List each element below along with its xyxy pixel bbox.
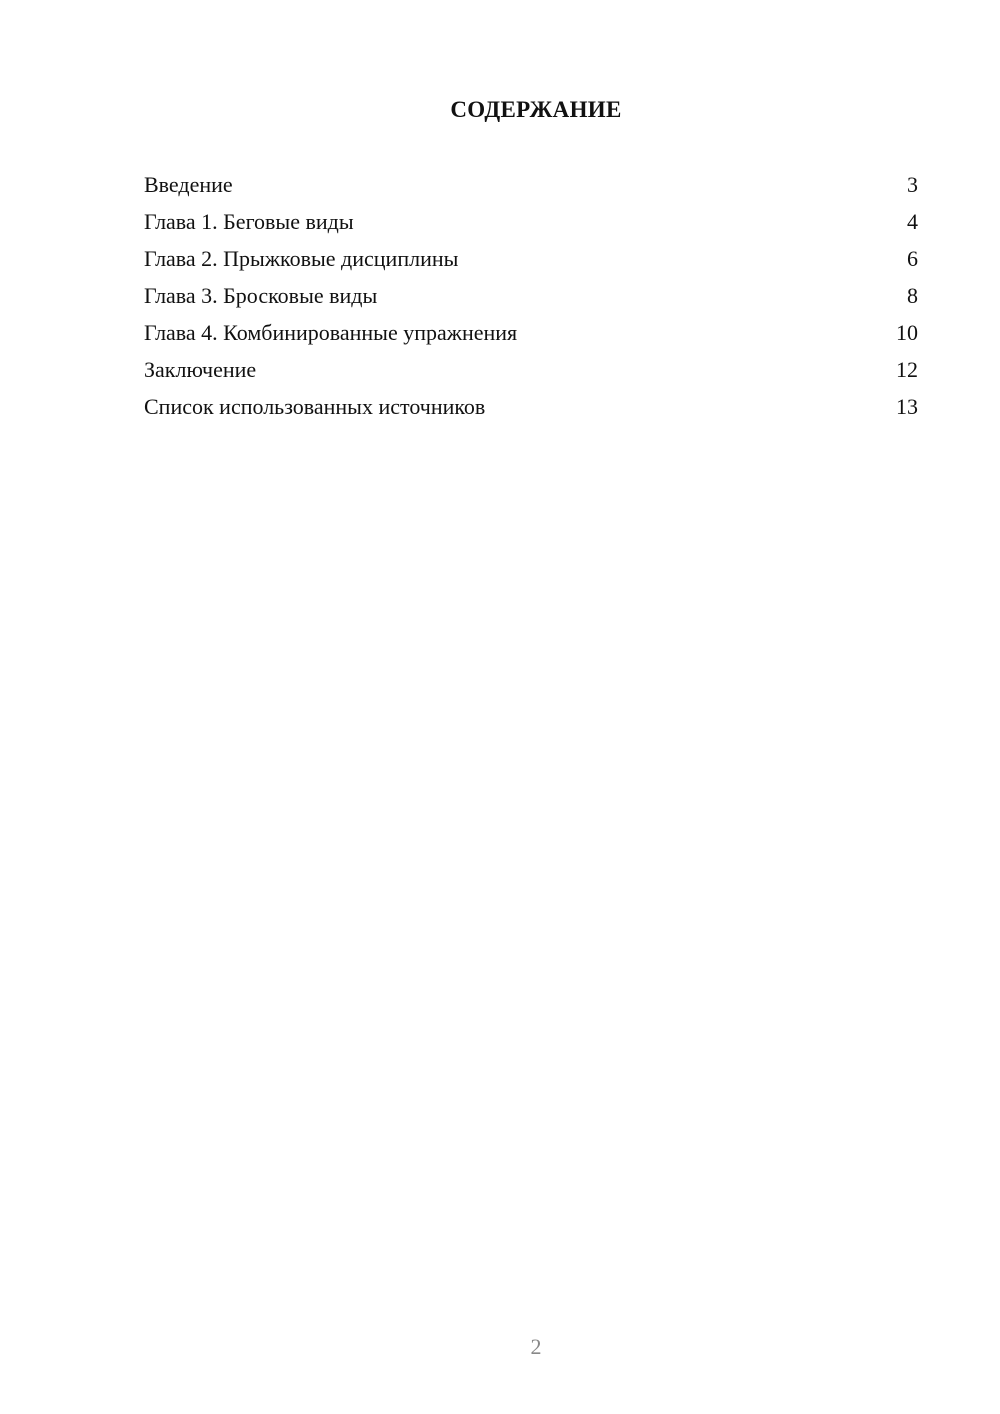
- toc-entry-page: 3: [907, 172, 918, 197]
- page-number: 2: [530, 1334, 542, 1359]
- toc-entry-label: Глава 1. Беговые виды: [144, 209, 354, 234]
- toc-entry-chapter-1: [144, 207, 918, 244]
- toc-entry-chapter-3: [144, 281, 918, 318]
- toc-entry-label: Список использованных источников: [144, 394, 486, 419]
- toc-entry-page: 6: [907, 246, 918, 271]
- toc-entry-conclusion: [144, 355, 918, 392]
- toc-entry-label: Глава 2. Прыжковые дисциплины: [144, 246, 459, 271]
- toc-entry-label: Глава 4. Комбинированные упражнения: [144, 320, 518, 345]
- toc-entry-page: 8: [907, 283, 918, 308]
- toc-entry-page: 13: [896, 394, 918, 419]
- toc-entry-page: 10: [896, 320, 918, 345]
- toc-entry-page: 12: [896, 357, 918, 382]
- toc-entry-references: [144, 392, 918, 429]
- toc-entry-label: Глава 3. Бросковые виды: [144, 283, 378, 308]
- table-of-contents: [144, 170, 918, 429]
- toc-entry-label: Заключение: [144, 357, 257, 382]
- toc-entry-introduction: [144, 170, 918, 207]
- toc-entry-page: 4: [907, 209, 918, 234]
- toc-entry-chapter-4: [144, 318, 918, 355]
- toc-entry-label: Введение: [144, 172, 233, 197]
- toc-heading: СОДЕРЖАНИЕ: [450, 97, 622, 122]
- toc-entry-chapter-2: [144, 244, 918, 281]
